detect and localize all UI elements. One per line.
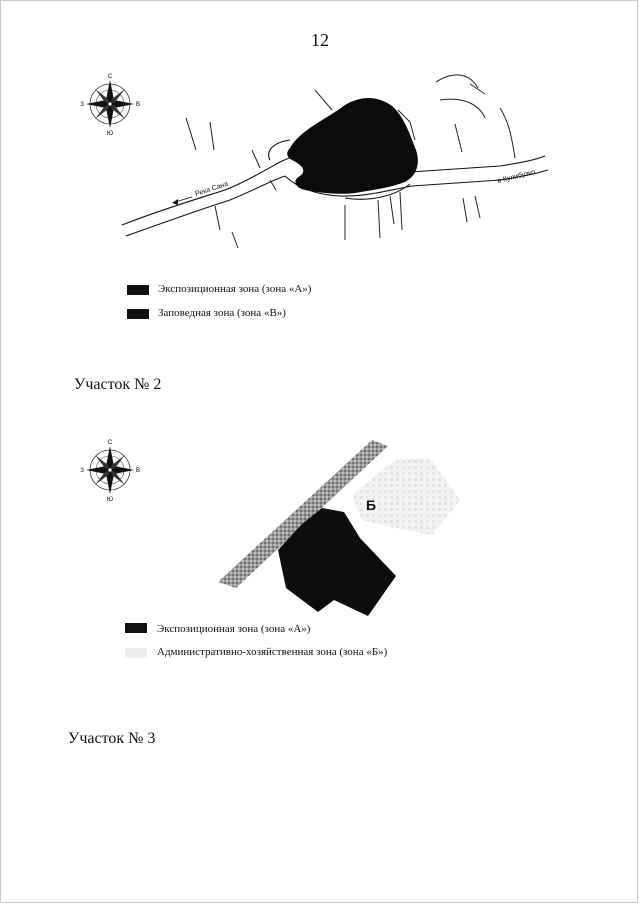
- road-label: в Кулибузко: [496, 168, 537, 185]
- compass-east-label: В: [135, 102, 141, 108]
- map-section-2: [0, 430, 640, 620]
- legend-swatch-zone-a: [125, 623, 147, 633]
- compass-north-label: С: [107, 74, 113, 80]
- compass-rose-icon: [80, 74, 140, 137]
- legend-swatch-zone-b: [125, 648, 147, 658]
- legend-swatch-zone-a: [127, 285, 149, 295]
- compass-east-label: В: [135, 468, 141, 474]
- legend-label-zone-a: Экспозиционная зона (зона «А»): [158, 283, 312, 295]
- zone-blob: [287, 98, 418, 194]
- compass-south-label: Ю: [106, 497, 114, 503]
- map-section-1: [0, 0, 640, 270]
- river-label: Река Сана: [194, 180, 230, 198]
- compass-north-label: С: [107, 440, 113, 446]
- compass-rose-icon: [80, 440, 140, 503]
- section-heading-3: Участок № 3: [68, 730, 156, 747]
- compass-west-label: З: [80, 468, 84, 474]
- page-number: 12: [311, 30, 329, 50]
- legend-swatch-zone-v: [127, 309, 149, 319]
- legend-label-zone-b: Административно-хозяйственная зона (зона «Б»): [157, 646, 388, 658]
- legend-label-zone-v: Заповедная зона (зона «В»): [158, 307, 286, 319]
- section-heading-2: Участок № 2: [74, 376, 162, 393]
- zone-b-label: Б: [366, 497, 377, 513]
- legend-label-zone-a: Экспозиционная зона (зона «А»): [157, 623, 311, 635]
- compass-south-label: Ю: [106, 131, 114, 137]
- compass-west-label: З: [80, 102, 84, 108]
